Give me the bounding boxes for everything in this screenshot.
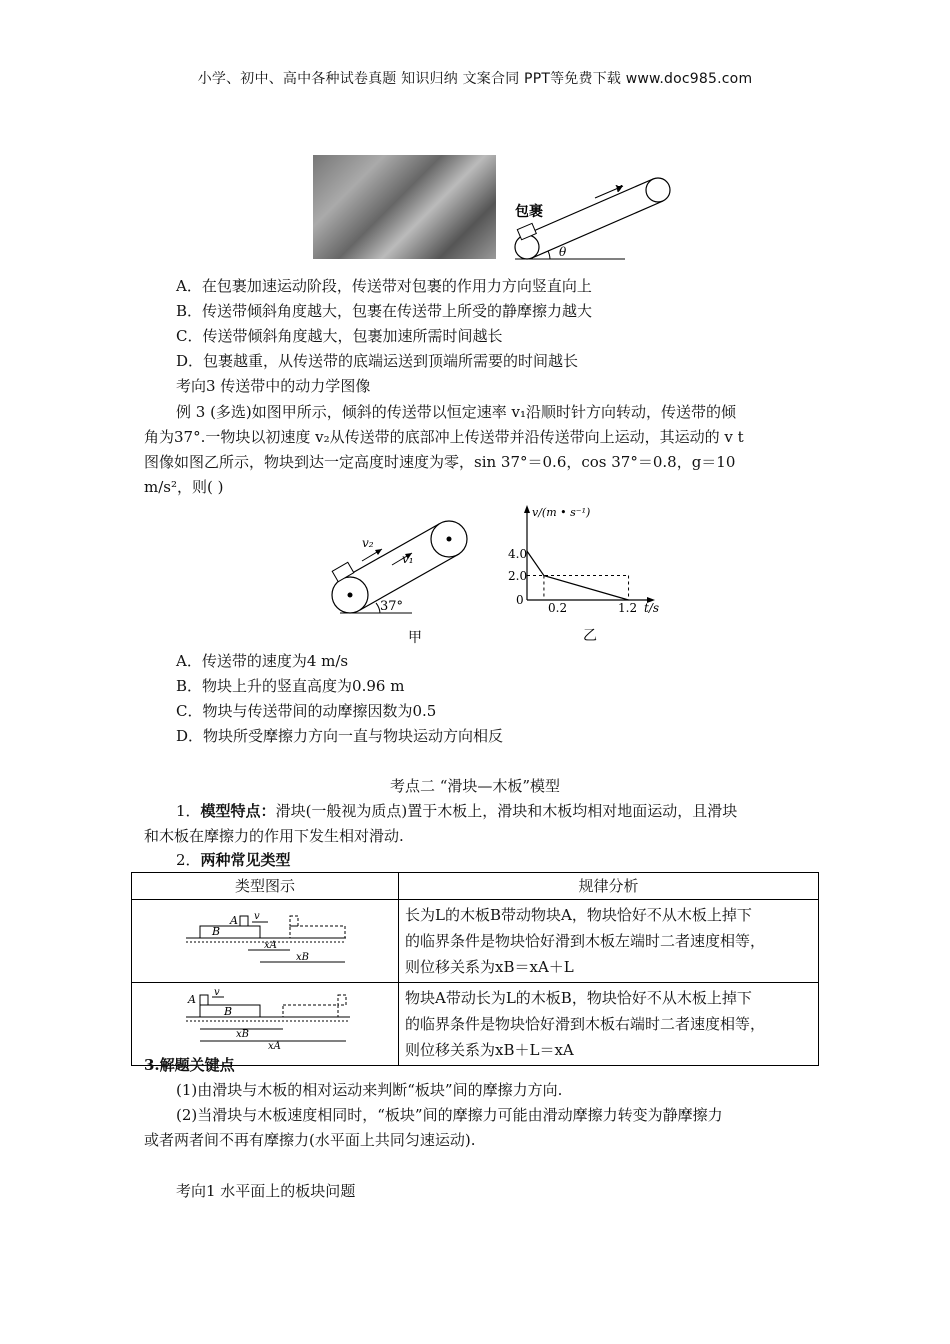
label-theta: θ xyxy=(559,245,567,259)
diagram-2-B: B xyxy=(224,1005,233,1018)
point-1-line-1: 1．模型特点：滑块(一般视为质点)置于木板上，滑块和木板均相对地面运动，且滑块 xyxy=(176,802,738,820)
option-c: C．传送带倾斜角度越大，包裹加速所需时间越长 xyxy=(176,327,503,345)
caption-yi: 乙 xyxy=(583,628,597,644)
diagram-1-A: A xyxy=(230,914,238,927)
rule-analysis-2: 物块A带动长为L的木板B，物块恰好不从木板上掉下 的临界条件是物块恰好滑到木板右端时二者速度相等， 则位移关系为xB＋L＝xA xyxy=(399,983,819,1066)
model-types-table xyxy=(131,872,819,1066)
belt-figure-jia xyxy=(322,515,472,645)
rule-analysis-1: 长为L的木板B带动物块A，物块恰好不从木板上掉下 的临界条件是物块恰好滑到木板左端时二者速度相等， 则位移关系为xB＝xA＋L xyxy=(399,900,819,983)
conveyor-photo xyxy=(313,155,496,259)
y-axis-label: v/(m • s⁻¹) xyxy=(532,506,591,519)
example-3-line-3: 图像如图乙所示，物块到达一定高度时速度为零，sin 37°＝0.6，cos 37°＝0.8，g＝10 xyxy=(144,453,736,471)
diagram-1-xA: xA xyxy=(264,940,277,951)
belt-roller-bottom xyxy=(515,235,539,259)
diagram-2-A: A xyxy=(188,993,196,1006)
x-axis-label: t/s xyxy=(644,601,660,615)
option-3d: D．物块所受摩擦力方向一直与物块运动方向相反 xyxy=(176,727,504,745)
label-v1: v₁ xyxy=(402,552,414,566)
y-tick-4: 4.0 xyxy=(508,547,528,561)
point-3-heading: 3.解题关键点 xyxy=(144,1056,235,1074)
key-point-2-line-1: (2)当滑块与木板速度相同时，“板块”间的摩擦力可能由滑动摩擦力转变为静摩擦力 xyxy=(176,1106,723,1124)
example-3-line-1: 例 3 (多选)如图甲所示，倾斜的传送带以恒定速率 v₁沿顺时针方向转动，传送带的倾 xyxy=(176,403,737,421)
diagram-2-v: v xyxy=(214,987,220,998)
point-2-heading: 2．两种常见类型 xyxy=(176,851,291,869)
diagram-2-xA: xA xyxy=(268,1041,281,1051)
table-header-analysis: 规律分析 xyxy=(399,873,819,900)
x-tick-1-2: 1.2 xyxy=(618,601,638,615)
page-header: 小学、初中、高中各种试卷真题 知识归纳 文案合同 PPT等免费下载 www.doc985.com xyxy=(197,71,753,87)
option-3b: B．物块上升的竖直高度为0.96 m xyxy=(176,677,405,695)
key-point-2-line-2: 或者两者间不再有摩擦力(水平面上共同匀速运动). xyxy=(144,1131,476,1149)
caption-jia: 甲 xyxy=(408,630,422,645)
label-37: 37° xyxy=(380,599,404,614)
label-v: v xyxy=(615,181,623,196)
option-3c: C．物块与传送带间的动摩擦因数为0.5 xyxy=(176,702,437,720)
option-3a: A．传送带的速度为4 m/s xyxy=(176,652,349,670)
belt-roller-top xyxy=(646,178,670,202)
point-1-line-2: 和木板在摩擦力的作用下发生相对滑动. xyxy=(144,827,404,845)
origin-label: 0 xyxy=(516,593,524,607)
section-2-title: 考点二 “滑块—木板”模型 xyxy=(389,777,561,795)
direction-1-heading: 考向1 水平面上的板块问题 xyxy=(176,1182,356,1200)
block xyxy=(332,562,354,581)
label-package: 包裹 xyxy=(515,204,543,220)
type-diagram-1 xyxy=(132,900,399,983)
diagram-2-xB: xB xyxy=(236,1029,249,1040)
diagram-1-xB: xB xyxy=(296,952,309,963)
example-3-line-4: m/s²，则( ) xyxy=(144,478,224,496)
y-tick-2: 2.0 xyxy=(508,569,528,583)
diagram-1-B: B xyxy=(212,925,221,938)
table-header-diagram: 类型图示 xyxy=(132,873,399,900)
key-point-1: (1)由滑块与木板的相对运动来判断“板块”间的摩擦力方向. xyxy=(176,1081,563,1099)
vt-graph-yi xyxy=(500,500,670,645)
option-d: D．包裹越重，从传送带的底端运送到顶端所需要的时间越长 xyxy=(176,352,579,370)
option-b: B．传送带倾斜角度越大，包裹在传送带上所受的静摩擦力越大 xyxy=(176,302,593,320)
table-row xyxy=(132,900,819,983)
inclined-belt-figure xyxy=(505,170,680,265)
label-v2: v₂ xyxy=(362,536,374,550)
direction-3-heading: 考向3 传送带中的动力学图像 xyxy=(176,377,371,395)
x-tick-0-2: 0.2 xyxy=(548,601,568,615)
diagram-1-v: v xyxy=(254,911,260,922)
example-3-line-2: 角为37°.一物块以初速度 v₂从传送带的底部冲上传送带并沿传送带向上运动，其运动的 v t xyxy=(144,428,744,446)
option-a: A．在包裹加速运动阶段，传送带对包裹的作用力方向竖直向上 xyxy=(176,277,592,295)
